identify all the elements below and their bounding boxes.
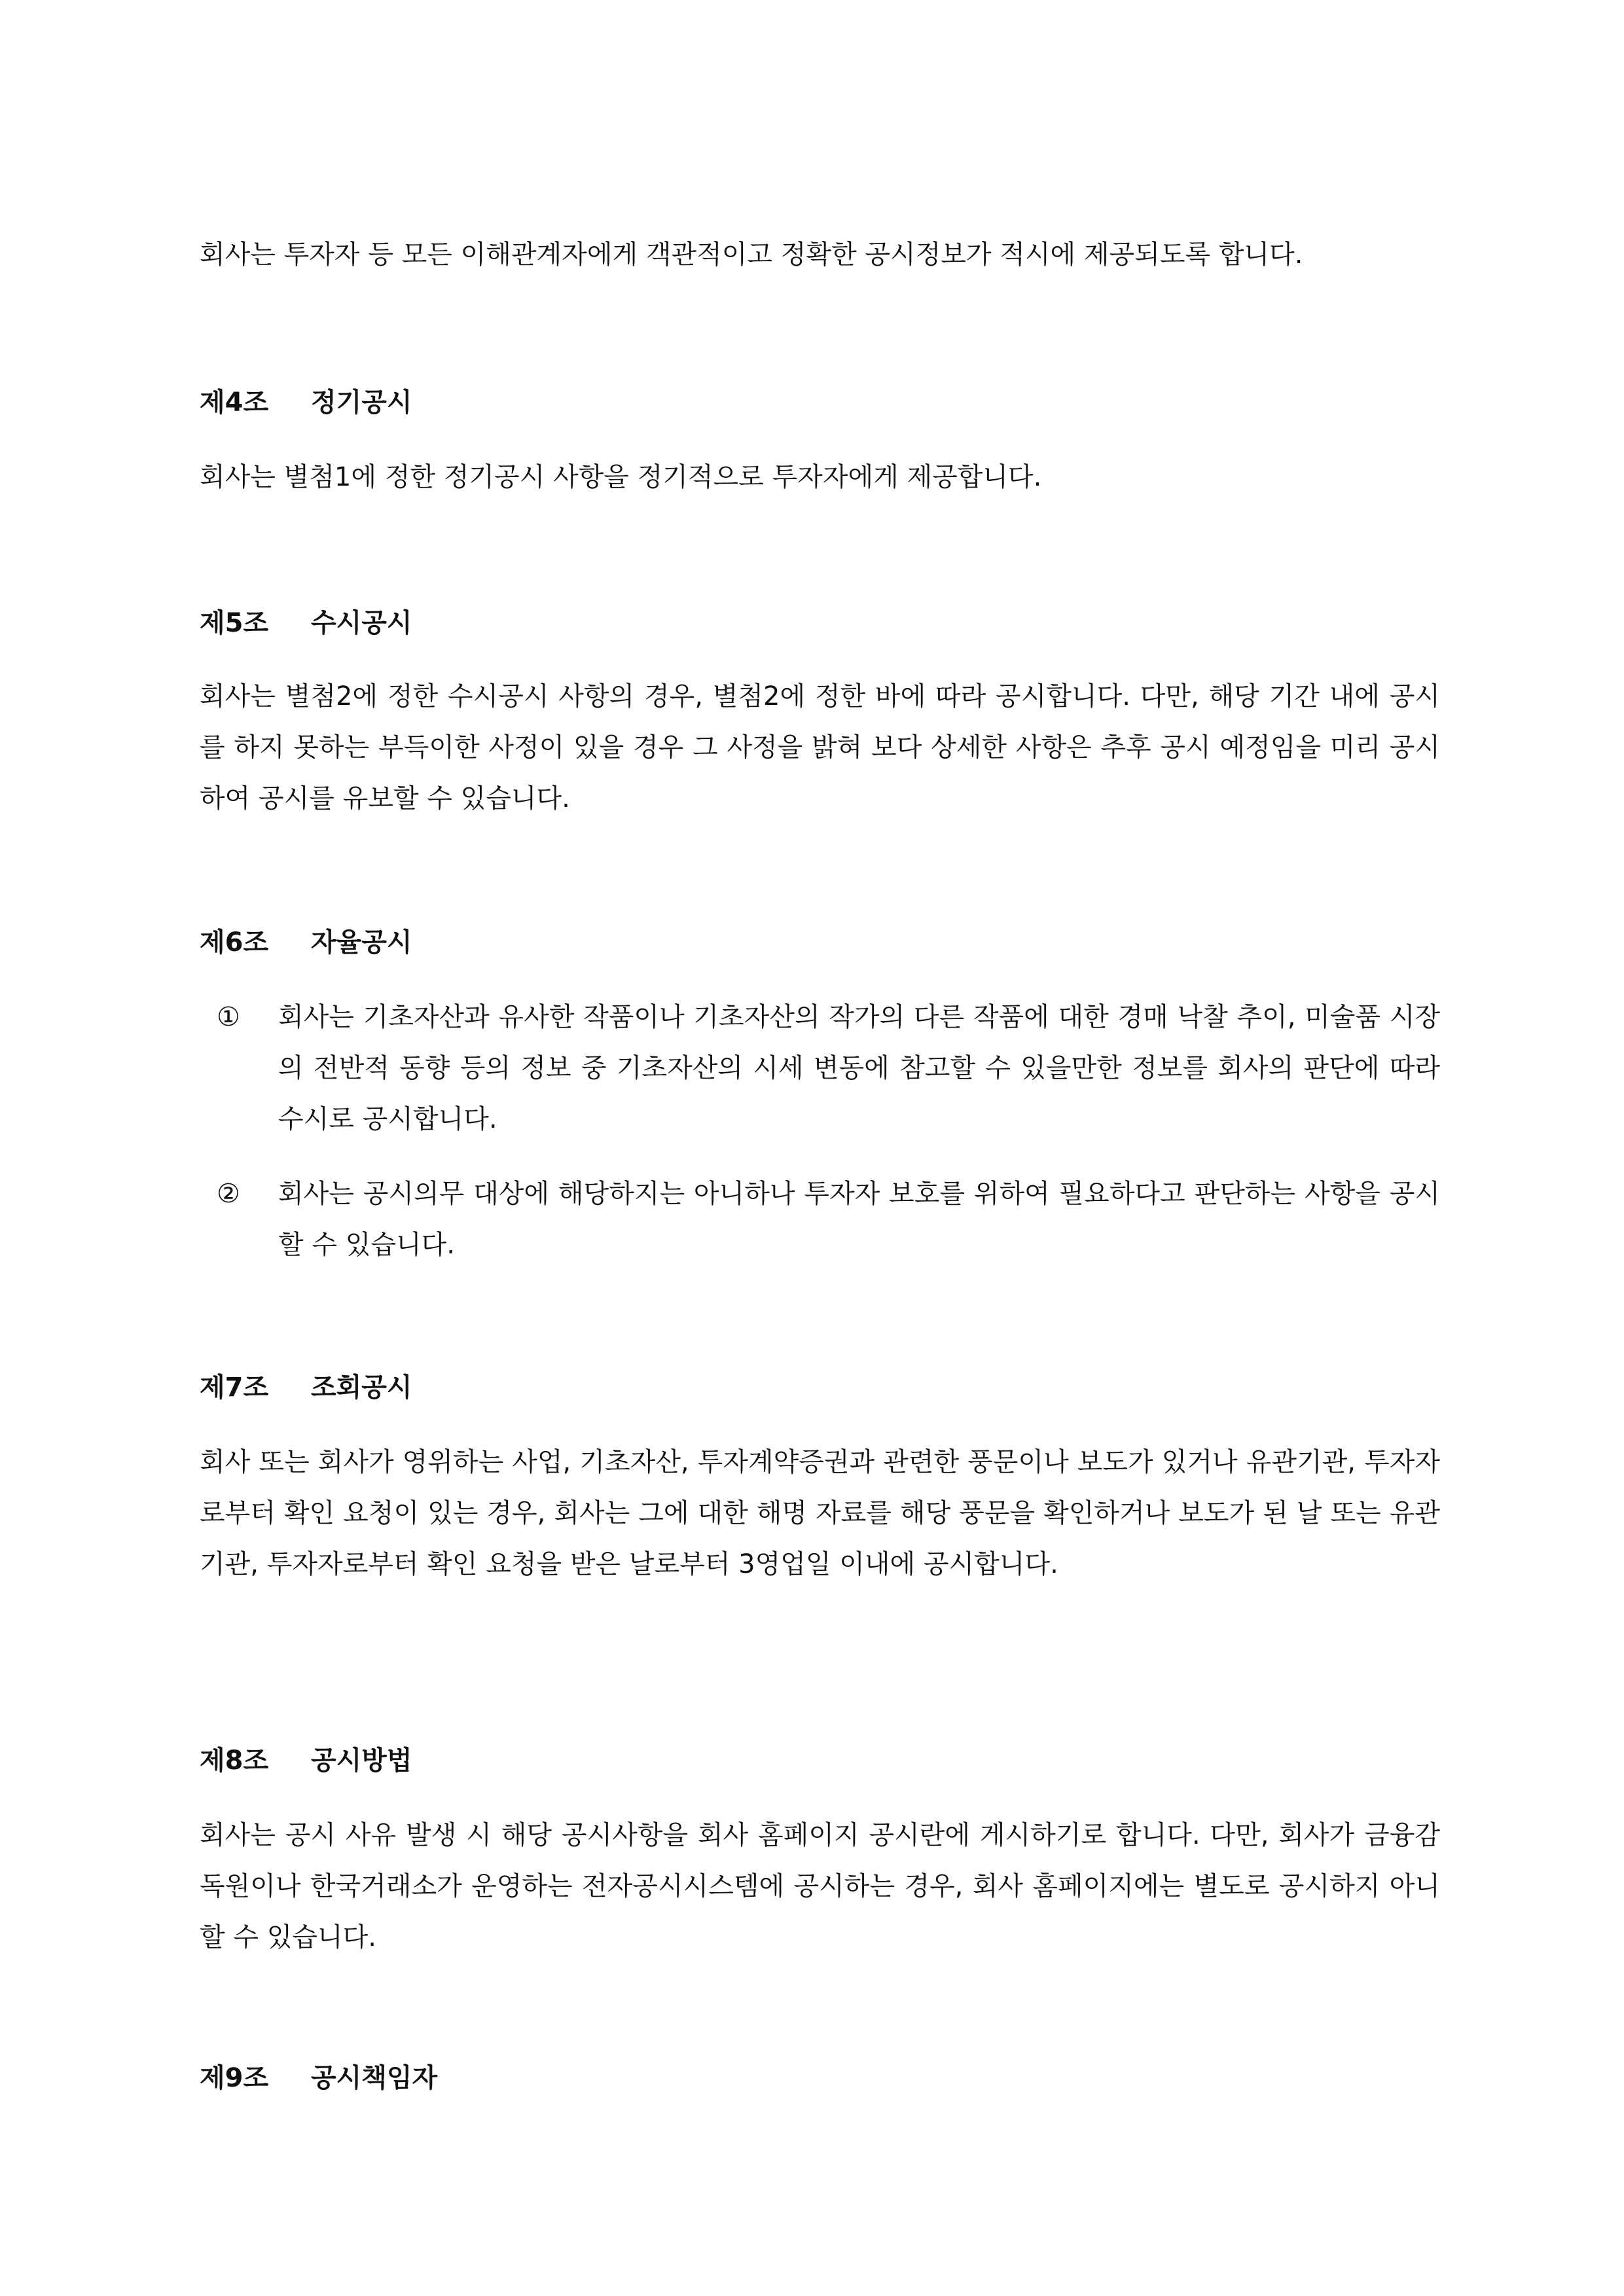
- list-item: [200, 1168, 1440, 1270]
- article-9-heading: [200, 2058, 1440, 2098]
- article-number: 제7조: [200, 1372, 269, 1403]
- item-marker: ②: [217, 1179, 240, 1209]
- article-number: 제8조: [200, 1746, 269, 1776]
- article-8-body: [200, 1810, 1440, 1963]
- article-4-heading: [200, 383, 1440, 422]
- article-body: 회사는 별첨2에 정한 수시공시 사항의 경우, 별첨2에 정한 바에 따라 공시합니다. 다만, 해당 기간 내에 공시를 하지 못하는 부득이한 사정이 있을 경우 그 사정을 밝혀 보다 상세한 사항은 추후 공시 예정임을 미리 공시하여 공시를 유보할 수 있습니다.: [200, 681, 1440, 814]
- article-number: 제4조: [200, 387, 269, 418]
- article-7-body: [200, 1437, 1440, 1590]
- article-body: 회사는 별첨1에 정한 정기공시 사항을 정기적으로 투자자에게 제공합니다.: [200, 462, 1042, 492]
- item-text: 회사는 기초자산과 유사한 작품이나 기초자산의 작가의 다른 작품에 대한 경매 낙찰 추이, 미술품 시장의 전반적 동향 등의 정보 중 기초자산의 시세 변동에 참고할 수 있을만한 정보를 회사의 판단에 따라 수시로 공시합니다.: [278, 1002, 1440, 1134]
- item-text: 회사는 공시의무 대상에 해당하지는 아니하나 투자자 보호를 위하여 필요하다고 판단하는 사항을 공시할 수 있습니다.: [278, 1179, 1440, 1260]
- article-6-heading: [200, 923, 1440, 962]
- article-title: 수시공시: [311, 608, 412, 638]
- article-title: 자율공시: [311, 927, 412, 958]
- intro-paragraph: 회사는 투자자 등 모든 이해관계자에게 객관적이고 정확한 공시정보가 적시에 제공되도록 합니다.: [200, 240, 1303, 270]
- article-title: 공시책임자: [311, 2063, 438, 2093]
- article-5-heading: [200, 603, 1440, 643]
- article-number: 제9조: [200, 2063, 269, 2093]
- article-body: 회사는 공시 사유 발생 시 해당 공시사항을 회사 홈페이지 공시란에 게시하기로 합니다. 다만, 회사가 금융감독원이나 한국거래소가 운영하는 전자공시시스템에 공시하는 경우, 회사 홈페이지에는 별도로 공시하지 아니할 수 있습니다.: [200, 1820, 1440, 1952]
- article-number: 제6조: [200, 927, 269, 958]
- item-marker: ①: [217, 1002, 240, 1032]
- intro-paragraph-block: [200, 229, 1440, 280]
- article-6-item-1: [200, 992, 1440, 1145]
- article-8-heading: [200, 1741, 1440, 1780]
- article-body: 회사 또는 회사가 영위하는 사업, 기초자산, 투자계약증권과 관련한 풍문이나 보도가 있거나 유관기관, 투자자로부터 확인 요청이 있는 경우, 회사는 그에 대한 해명 자료를 해당 풍문을 확인하거나 보도가 된 날 또는 유관기관, 투자자로부터 확인 요청을 받은 날로부터 3영업일 이내에 공시합니다.: [200, 1447, 1440, 1579]
- list-item: [200, 992, 1440, 1145]
- article-5-body: [200, 671, 1440, 824]
- article-7-heading: [200, 1368, 1440, 1407]
- article-title: 조회공시: [311, 1372, 412, 1403]
- article-title: 정기공시: [311, 387, 412, 418]
- article-4-body: [200, 452, 1440, 503]
- article-number: 제5조: [200, 608, 269, 638]
- article-title: 공시방법: [311, 1746, 412, 1776]
- article-6-item-2: [200, 1168, 1440, 1270]
